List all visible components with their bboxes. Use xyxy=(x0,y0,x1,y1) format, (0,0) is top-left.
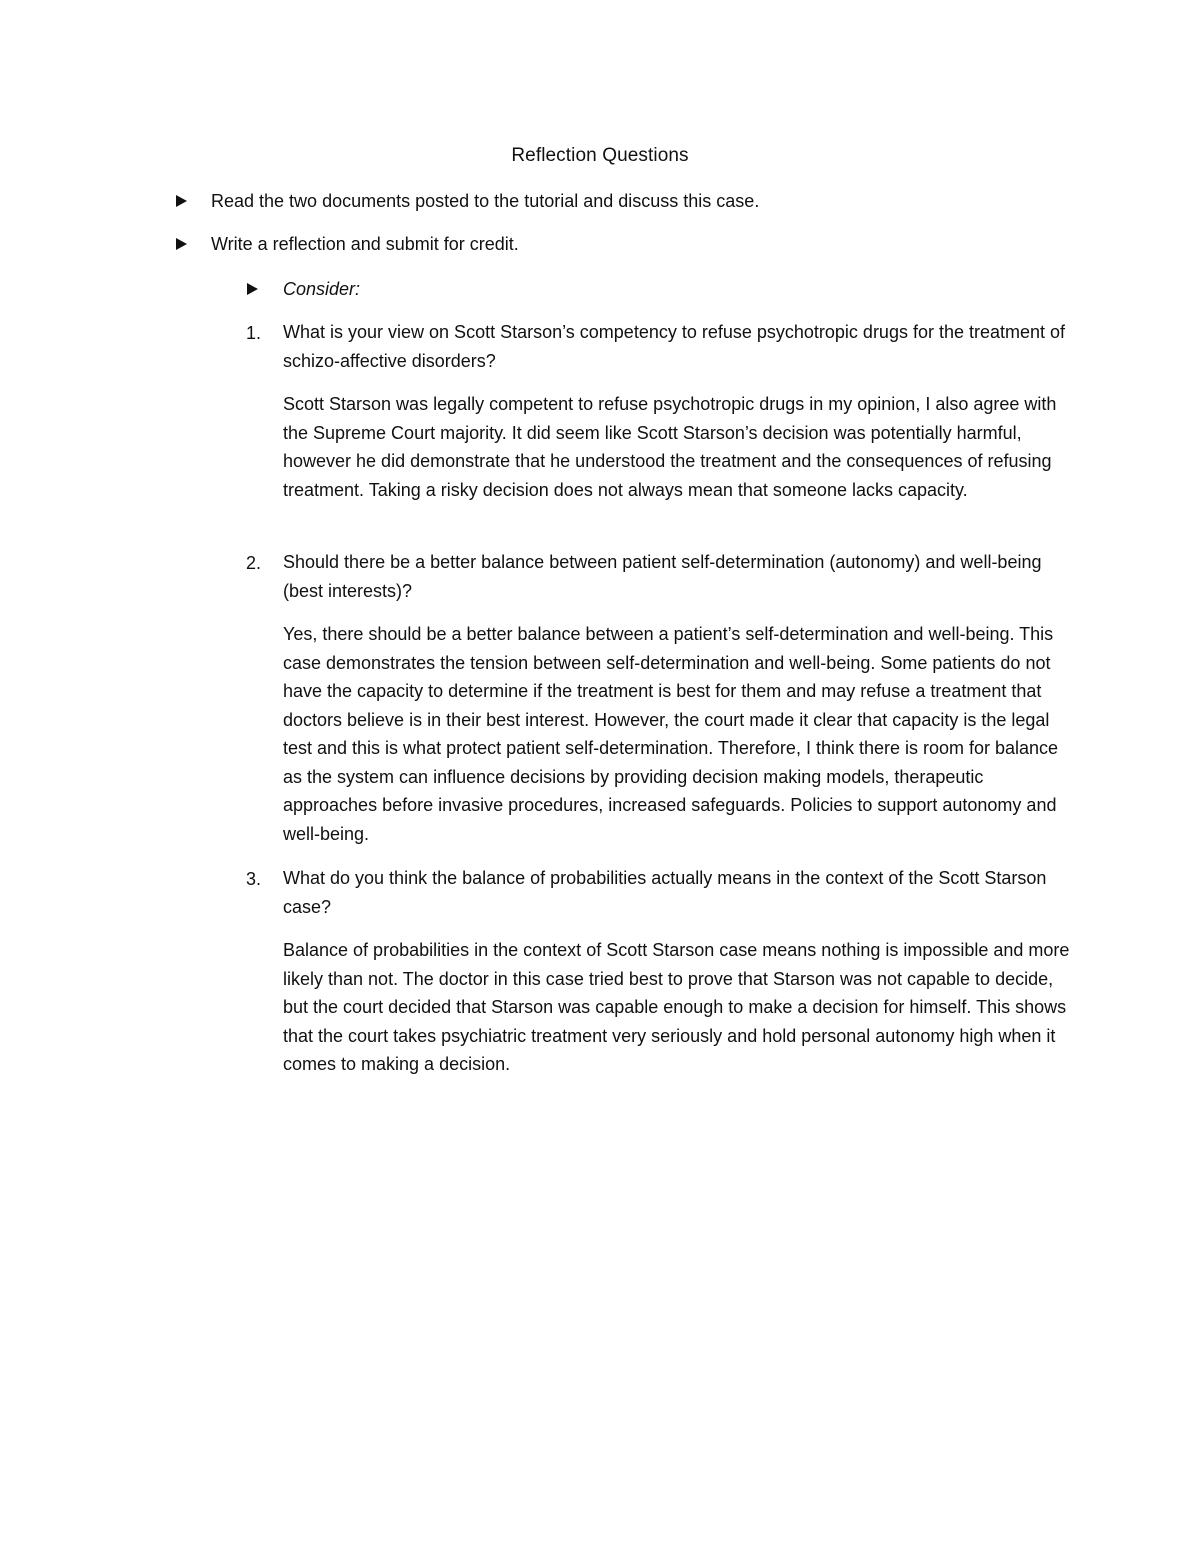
instruction-item-2 xyxy=(176,232,1076,256)
answer-paragraph: Balance of probabilities in the context of Scott Starson case means nothing is impossible and more likely than not. The doctor in this case tried best to prove that Starson was not capable to decide, but the court decided that Starson was capable enough to make a decision for himself. This shows that the court takes psychiatric treatment very seriously and hold personal autonomy high when it comes to making a decision. xyxy=(283,940,1070,1074)
page-title: Reflection Questions xyxy=(511,145,689,166)
question-number: 3. xyxy=(246,869,262,889)
question-text: Should there be a better balance between patient self-determination (autonomy) and well-being (best interests)? xyxy=(283,552,1042,601)
answer-paragraph: Yes, there should be a better balance between a patient’s self-determination and well-being. This case demonstrates the tension between self-determination and well-being. Some patients do not have the capacity to determine if the treatment is best for them and may refuse a treatment that doctors believe is in their best interest. However, the court made it clear that capacity is the legal test and this is what protect patient self-determination. Therefore, I think there is room for balance as the system can influence decisions by providing decision making models, therapeutic approaches before invasive procedures, increased safeguards. Policies to support autonomy and well-being. xyxy=(283,624,1059,844)
consider-item xyxy=(247,277,547,301)
triangle-bullet-icon xyxy=(176,238,187,250)
question-text: What do you think the balance of probabilities actually means in the context of the Scott Starson case? xyxy=(283,868,1047,917)
instruction-text: Read the two documents posted to the tutorial and discuss this case. xyxy=(211,191,760,211)
question-text: What is your view on Scott Starson’s competency to refuse psychotropic drugs for the treatment of schizo-affective disorders? xyxy=(283,322,1066,371)
triangle-bullet-icon xyxy=(247,283,258,295)
consider-label: Consider: xyxy=(283,279,361,299)
instruction-text: Write a reflection and submit for credit. xyxy=(211,234,519,254)
instruction-item-1 xyxy=(176,189,1076,213)
answer-paragraph: Scott Starson was legally competent to refuse psychotropic drugs in my opinion, I also agree with the Supreme Court majority. It did seem like Scott Starson’s decision was potentially harmful, however he did demonstrate that he understood the treatment and the consequences of refusing treatment. Taking a risky decision does not always mean that someone lacks capacity. xyxy=(283,394,1057,500)
question-number: 1. xyxy=(246,323,262,343)
question-number: 2. xyxy=(246,553,262,573)
triangle-bullet-icon xyxy=(176,195,187,207)
